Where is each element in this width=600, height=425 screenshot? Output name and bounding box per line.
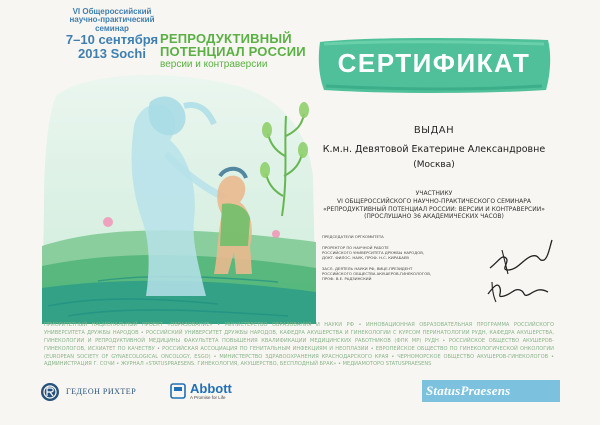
status-praesens-logo [422, 380, 560, 402]
conference-title [160, 32, 320, 70]
signatory-line: ПРОРЕКТОР ПО НАУЧНОЙ РАБОТЕ [322, 245, 389, 251]
signatory-entry [322, 245, 472, 260]
gedeon-richter-name: ГЕДЕОН РИХТЕР [66, 387, 137, 396]
conference-title-line1: РЕПРОДУКТИВНЫЙ [160, 31, 292, 46]
event-year-city: 2013 Sochi [78, 45, 146, 61]
event-dates: 7–10 сентября [65, 32, 159, 48]
recipient-city: (Москва) [413, 160, 455, 170]
participant-line: VI ОБЩЕРОССИЙСКОГО НАУЧНО-ПРАКТИЧЕСКОГО СЕМИНАРА [337, 197, 531, 205]
signatory-line: ДОКТ. ФИЛОС. НАУК, ПРОФ. Н.С. КИРАБАЕВ [322, 255, 409, 261]
conference-title-line2: ПОТЕНЦИАЛ РОССИИ [160, 44, 306, 59]
signatory-line: РОССИЙСКОГО УНИВЕРСИТЕТА ДРУЖБЫ НАРОДОВ, [322, 250, 425, 256]
signatory-line: ЗАСЛ. ДЕЯТЕЛЬ НАУКИ РФ, ВИЦЕ-ПРЕЗИДЕНТ [322, 265, 413, 271]
participant-statement [316, 190, 552, 221]
participant-line: (ПРОСЛУШАНО 36 АКАДЕМИЧЕСКИХ ЧАСОВ) [364, 213, 504, 221]
event-date-block [62, 8, 162, 60]
participant-line: «РЕПРОДУКТИВНЫЙ ПОТЕНЦИАЛ РОССИИ: ВЕРСИИ И КОНТРАВЕРСИИ» [323, 205, 545, 213]
signatories-heading: ПРЕДСЕДАТЕЛИ ОРГКОМИТЕТА [322, 234, 384, 239]
abbott-name: Abbott [190, 381, 232, 396]
event-series: VI Общероссийский [72, 7, 152, 16]
recipient-name: К.м.н. Девятовой Екатерине Александровне [322, 144, 546, 155]
signatory-line: РОССИЙСКОГО ОБЩЕСТВА АКУШЕРОВ-ГИНЕКОЛОГОВ, [322, 270, 432, 276]
conference-subtitle: версии и контраверсии [160, 59, 268, 70]
abbott-logo [170, 380, 260, 404]
abbott-tagline: A Promise for Life [190, 395, 226, 400]
sponsor-logos [40, 380, 560, 404]
certificate-heading: СЕРТИФИКАТ [337, 48, 531, 78]
signatories-block [322, 234, 472, 286]
gedeon-richter-mark-icon [40, 382, 60, 402]
signatory-line: ПРОФ. В.Е. РАДЗИНСКИЙ [322, 275, 372, 281]
event-type: научно-практический семинар [69, 15, 155, 33]
status-praesens-name: StatusPraesens [426, 383, 511, 398]
gedeon-richter-logo [40, 382, 160, 404]
issued-label: ВЫДАН [413, 125, 455, 136]
organizers-text: ПРИОРИТЕТНЫЙ НАЦИОНАЛЬНЫЙ ПРОЕКТ «ОБРАЗОВАНИЕ» • МИНИСТЕРСТВО ОБРАЗОВАНИЯ И НАУКИ РФ • ИННОВАЦИОННАЯ ОБРАЗОВАТЕЛЬНАЯ ПРОГРАММА РОССИЙСКОГО УНИВЕРСИТЕТА ДРУЖБЫ НАРОДОВ • РОССИЙСКИЙ УНИВЕРСИТЕТ ДРУЖБЫ НАРОДОВ, КАФЕДРА АКУШЕРСТВА И ГИНЕКОЛОГИИ С КУРСОМ ПЕРИНАТОЛОГИИ РУДН, КАФЕДРА АКУШЕРСТВА, ГИНЕКОЛОГИИ И РЕПРОДУКТИВНОЙ МЕДИЦИНЫ ФАКУЛЬТЕТА ПОВЫШЕНИЯ КВАЛИФИКАЦИИ МЕДИЦИНСКИХ РАБОТНИКОВ (ФПК МР) РУДН • РОССИЙСКОЕ ОБЩЕСТВО АКУШЕРОВ-ГИНЕКОЛОГОВ, ИСХИАТЕТ ПО КАЧЕСТВУ • РОССИЙСКАЯ АССОЦИАЦИЯ ПО ГЕНИТАЛЬНЫМ ИНФЕКЦИЯМ И НЕОПЛАЗИИ • ЕВРОПЕЙСКОЕ ОБЩЕСТВО ПО ГИНЕКОЛОГИЧЕСКОЙ ОНКОЛОГИИ (EUROPEAN SOCIETY OF GYNAECOLOGICAL ONCOLOGY, ESGO) • МИНИСТЕРСТВО ЗДРАВООХРАНЕНИЯ КРАСНОДАРСКОГО КРАЯ • ЧЕРНОМОРСКОЕ ОБЩЕСТВО АКУШЕРОВ-ГИНЕКОЛОГОВ • АДМИНИСТРАЦИЯ Г. СОЧИ • ЖУРНАЛ «STATUSPRAESENS. ГИНЕКОЛОГИЯ, АКУШЕРСТВО, БЕСПЛОДНЫЙ БРАК» • МЕДИАМОТОРО STATUSPRAESENS [44, 322, 554, 368]
signatory-entry [322, 266, 472, 281]
certificate-banner [316, 34, 552, 96]
handwritten-signature-icon [478, 232, 558, 312]
signatures [478, 232, 558, 312]
participant-line: УЧАСТНИКУ [415, 190, 453, 197]
abbott-mark-icon [170, 383, 186, 399]
